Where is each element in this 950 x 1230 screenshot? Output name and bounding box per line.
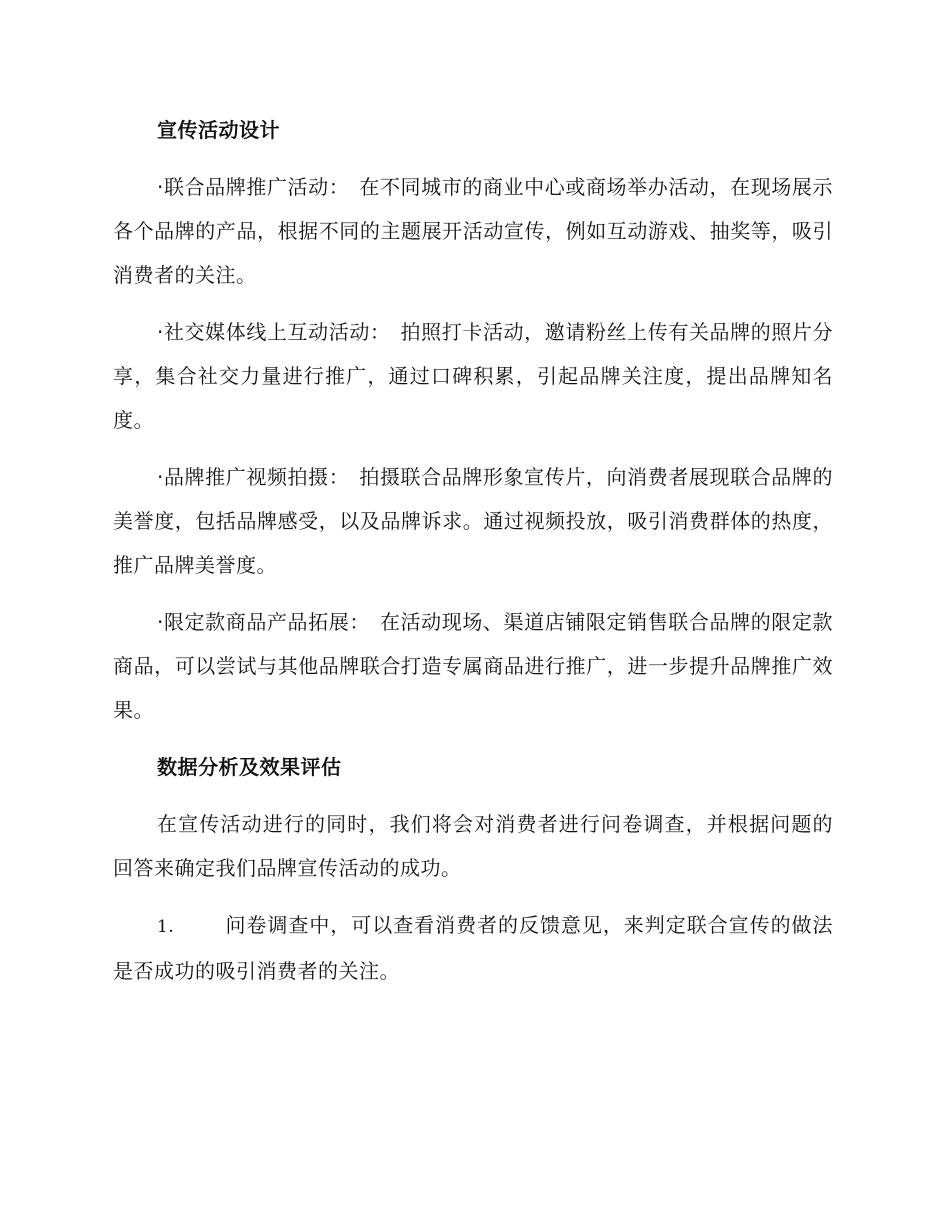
- document-body: [113, 108, 833, 993]
- numbered-list-item: [113, 903, 833, 993]
- section-heading-campaign-design: 宣传活动设计: [157, 118, 280, 142]
- item-body: 在不同城市的商业中心或商场举办活动，在现场展示各个品牌的产品，根据不同的主题展开活动宣传，例如互动游戏、抽奖等，吸引消费者的关注。: [113, 175, 834, 287]
- paragraph-joint-brand-promotion: [113, 165, 833, 297]
- item-body: 在活动现场、渠道店铺限定销售联合品牌的限定款商品，可以尝试与其他品牌联合打造专属商品进行推广，进一步提升品牌推广效果。: [113, 610, 833, 722]
- paragraph-limited-edition-products: [113, 600, 833, 732]
- paragraph-promo-video: [113, 455, 833, 587]
- item-body: 拍照打卡活动，邀请粉丝上传有关品牌的照片分享，集合社交力量进行推广，通过口碑积累，引起品牌关注度，提出品牌知名度。: [113, 320, 834, 432]
- item-lead: ·品牌推广视频拍摄：: [157, 465, 350, 489]
- section-heading-data-analysis: 数据分析及效果评估: [157, 755, 342, 779]
- list-number: 1.: [157, 917, 175, 937]
- paragraph-social-media-interaction: [113, 310, 833, 442]
- paragraph-survey-intro: 在宣传活动进行的同时，我们将会对消费者进行问卷调查，并根据问题的回答来确定我们品牌宣传活动的成功。: [113, 812, 833, 880]
- item-lead: ·限定款商品产品拓展：: [157, 610, 370, 634]
- item-body: 拍摄联合品牌形象宣传片，向消费者展现联合品牌的美誉度，包括品牌感受，以及品牌诉求。通过视频投放，吸引消费群体的热度，推广品牌美誉度。: [113, 465, 834, 577]
- item-lead: ·社交媒体线上互动活动：: [157, 320, 391, 344]
- list-item-text: 问卷调查中，可以查看消费者的反馈意见，来判定联合宣传的做法是否成功的吸引消费者的关注。: [113, 913, 833, 983]
- item-lead: ·联合品牌推广活动：: [157, 175, 350, 199]
